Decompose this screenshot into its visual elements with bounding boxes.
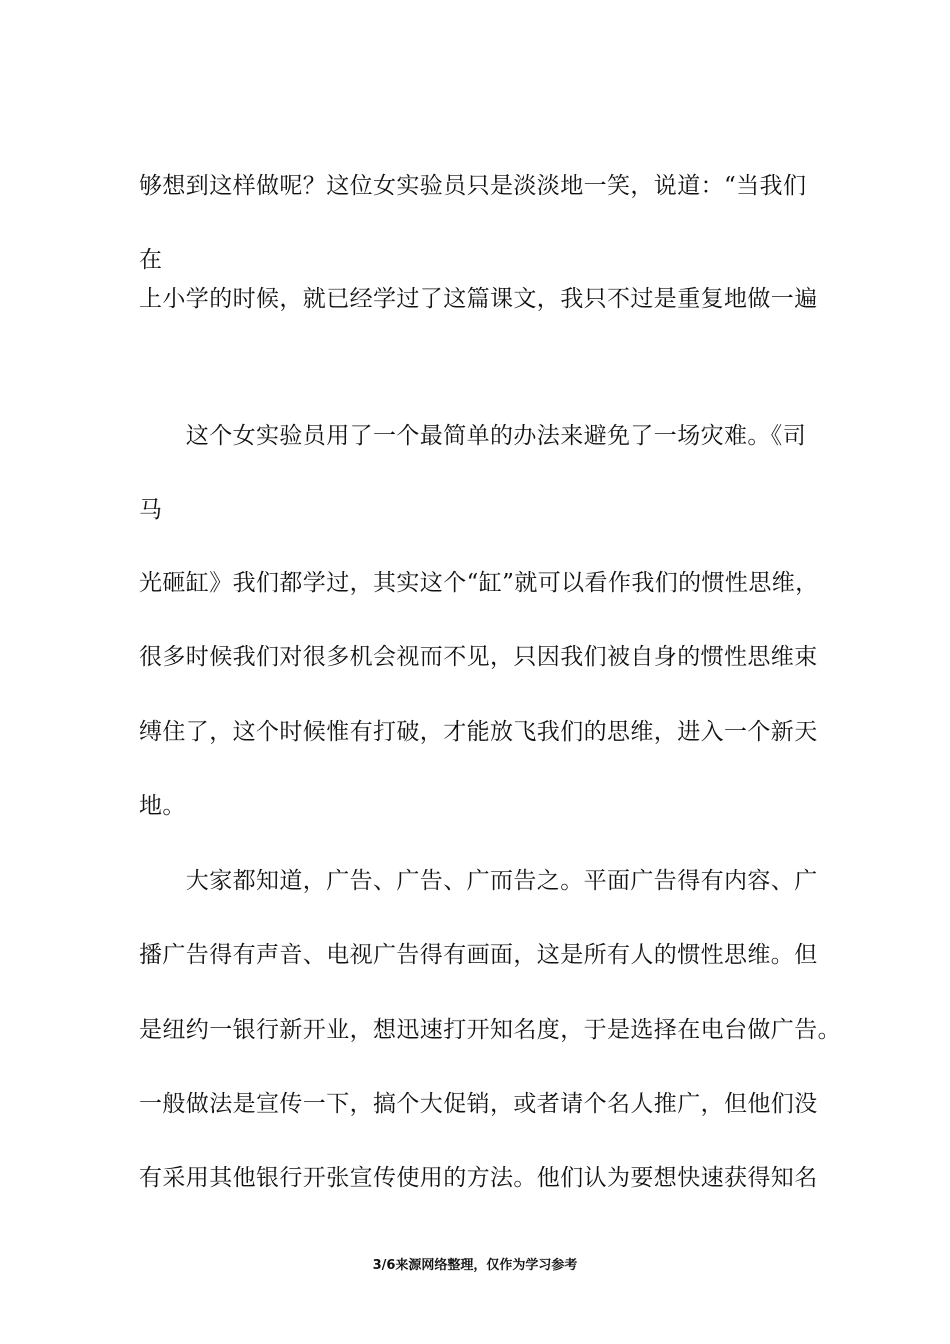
text-line: 很多时候我们对很多机会视而不见，只因我们被自身的惯性思维束 [139,644,818,670]
text-line: 大家都知道，广告、广告、广而告之。平面广告得有内容、广 [139,868,818,894]
text-line: 光砸缸》我们都学过，其实这个“缸”就可以看作我们的惯性思维， [139,570,819,596]
text-line: 马 [139,497,163,523]
text-line: 够想到这样做呢？这位女实验员只是淡淡地一笑，说道：“当我们 [139,173,807,199]
text-line: 缚住了，这个时候惟有打破，才能放飞我们的思维，进入一个新天 [139,719,818,745]
text-line: 一般做法是宣传一下，搞个大促销，或者请个名人推广，但他们没 [139,1091,818,1117]
page-footer: 3/6来源网络整理，仅作为学习参考 [372,1258,578,1273]
text-line: 这个女实验员用了一个最简单的办法来避免了一场灾难。《司 [139,423,807,449]
text-line: 上小学的时候，就已经学过了这篇课文，我只不过是重复地做一遍 [139,286,818,312]
text-line: 有采用其他银行开张宣传使用的方法。他们认为要想快速获得知名 [139,1165,818,1191]
text-line: 是纽约一银行新开业，想迅速打开知名度，于是选择在电台做广告。 [139,1017,841,1043]
text-line: 在 [139,247,163,273]
text-line: 地。 [139,793,186,819]
text-line: 播广告得有声音、电视广告得有画面，这是所有人的惯性思维。但 [139,942,818,968]
